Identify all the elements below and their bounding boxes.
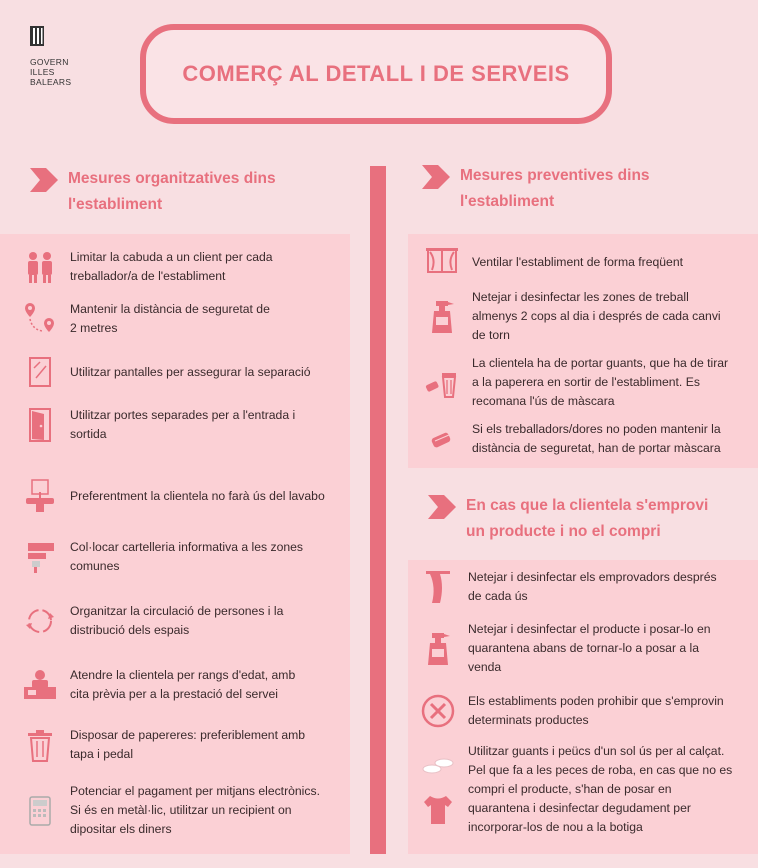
right-bottom-item-3-line-1: Els establiments poden prohibir que s'emprovin: [468, 694, 724, 708]
left-item-5-line-1: Preferentment la clientela no farà ús del lavabo: [70, 488, 325, 503]
right-bottom-item-1: [420, 568, 754, 606]
right-top-item-3-line-2: a la paperera en sortir de l'establiment. Es: [472, 375, 700, 389]
glove-bin-icon: [424, 365, 460, 401]
left-item-9-line-1: Disposar de papereres: preferiblement amb: [70, 728, 306, 742]
right-bottom-item-4: [420, 742, 754, 837]
left-heading-line-1: Mesures organitzatives dins: [68, 170, 276, 187]
govern-logo: [30, 26, 110, 87]
left-item-4: [22, 406, 342, 444]
logo-line-3: BALEARS: [30, 77, 72, 87]
door-icon: [22, 407, 58, 443]
left-item-8: [22, 666, 342, 704]
right-top-item-2-line-3: de torn: [472, 328, 510, 342]
chevron-right-icon: [30, 168, 58, 192]
left-item-2-line-2: 2 metres: [70, 321, 118, 335]
right-top-item-4-line-2: distància de seguretat, han de portar màscara: [472, 441, 721, 455]
reception-icon: [22, 667, 58, 703]
right-top-item-2-line-1: Netejar i desinfectar les zones de treball: [472, 290, 689, 304]
left-item-6-line-1: Col·locar cartelleria informativa a les zones: [70, 540, 304, 554]
right-bottom-item-3-line-2: determinats productes: [468, 713, 589, 727]
left-item-7-line-2: distribució dels espais: [70, 623, 190, 637]
left-item-10-line-3: dipositar els diners: [70, 822, 172, 836]
window-icon: [424, 244, 460, 280]
left-item-4-line-2: sortida: [70, 427, 107, 441]
circulation-icon: [22, 603, 58, 639]
left-item-7-line-1: Organitzar la circulació de persones i la: [70, 604, 284, 618]
mask-icon: [424, 421, 460, 457]
left-heading-line-2: l'establiment: [68, 196, 163, 213]
right-bottom-item-3: [420, 692, 754, 730]
right-bottom-item-4-line-2: Pel que fa a les peces de roba, en cas que no es: [468, 763, 733, 777]
people-icon: [22, 249, 58, 285]
right-bottom-item-4-line-3: compri el producte, s'han de posar en: [468, 782, 672, 796]
coat-of-arms-icon: [30, 26, 44, 46]
prohibited-icon: [420, 693, 456, 729]
right-top-item-1: [424, 244, 754, 280]
right-top-item-4-line-1: Si els treballadors/dores no poden mantenir la: [472, 422, 721, 436]
right-bottom-item-4-line-1: Utilitzar guants i peücs d'un sol ús per al calçat.: [468, 744, 725, 758]
right-bottom-item-2: [420, 620, 754, 677]
right-bottom-item-2-line-2: quarantena abans de tornar-lo a posar a la: [468, 641, 700, 655]
left-item-2-line-1: Mantenir la distància de seguretat de: [70, 302, 270, 316]
right-bottom-item-2-line-1: Netejar i desinfectar el producte i posar-lo en: [468, 622, 711, 636]
logo-line-1: GOVERN: [30, 57, 69, 67]
left-item-9: [22, 726, 342, 764]
right-bottom-heading-line-1: En cas que la clientela s'emprovi: [466, 497, 709, 514]
right-top-item-3-line-3: recomana l'ús de màscara: [472, 394, 615, 408]
right-top-item-2: [424, 288, 754, 345]
right-top-item-3-line-1: La clientela ha de portar guants, que ha de tirar: [472, 356, 729, 370]
left-item-7: [22, 602, 342, 640]
left-item-3: [22, 354, 342, 390]
right-top-item-4: [424, 420, 754, 458]
right-bottom-item-1-line-2: de cada ús: [468, 589, 528, 603]
right-top-item-1-line-1: Ventilar l'establiment de forma freqüent: [472, 254, 683, 269]
right-bottom-item-4-line-4: quarantena i desinfectar degudament per: [468, 801, 691, 815]
page-title: COMERÇ AL DETALL I DE SERVEIS: [182, 61, 570, 86]
left-item-10-line-2: Si és en metàl·lic, utilitzar un recipient on: [70, 803, 292, 817]
left-item-4-line-1: Utilitzar portes separades per a l'entrada i: [70, 408, 296, 422]
right-top-heading-line-1: Mesures preventives dins: [460, 167, 650, 184]
right-bottom-section-heading: [428, 493, 708, 545]
left-item-6-line-2: comunes: [70, 559, 120, 573]
tshirt-icon: [420, 792, 456, 828]
left-item-1-line-2: treballador/a de l'establiment: [70, 269, 226, 283]
map-pins-icon: [22, 301, 58, 337]
left-item-10-line-1: Potenciar el pagament per mitjans electrònics.: [70, 784, 320, 798]
left-item-8-line-2: cita prèvia per a la prestació del servei: [70, 687, 278, 701]
left-item-3-line-1: Utilitzar pantalles per assegurar la separació: [70, 364, 311, 379]
chevron-right-icon: [422, 165, 450, 189]
poster-icon: [22, 539, 58, 575]
left-item-8-line-1: Atendre la clientela per rangs d'edat, amb: [70, 668, 296, 682]
trash-bin-icon: [22, 727, 58, 763]
washbasin-icon: [22, 478, 58, 514]
logo-line-2: ILLES: [30, 67, 55, 77]
right-top-heading-line-2: l'establiment: [460, 193, 555, 210]
screen-panel-icon: [22, 354, 58, 390]
center-divider: [370, 166, 386, 854]
right-top-item-2-line-2: almenys 2 cops al dia i després de cada canvi: [472, 309, 721, 323]
spray-bottle-icon: [424, 299, 460, 335]
left-item-1: [22, 248, 342, 286]
right-bottom-item-2-line-3: venda: [468, 660, 502, 674]
right-top-item-3: [424, 354, 754, 411]
right-bottom-item-4-line-5: incorporar-los de nou a la botiga: [468, 820, 643, 834]
right-top-section-heading: [422, 163, 650, 215]
title-box: [140, 24, 612, 124]
left-item-2: [22, 300, 342, 338]
card-terminal-icon: [22, 793, 58, 829]
shoes-icon: [420, 747, 456, 783]
left-item-1-line-1: Limitar la cabuda a un client per cada: [70, 250, 273, 264]
left-section-heading: [30, 166, 276, 218]
left-item-6: [22, 538, 342, 576]
left-item-9-line-2: tapa i pedal: [70, 747, 134, 761]
curtain-icon: [420, 569, 456, 605]
left-item-5: [22, 478, 342, 514]
chevron-right-icon: [428, 495, 456, 519]
right-bottom-heading-line-2: un producte i no el compri: [466, 523, 661, 540]
spray-bottle-icon: [420, 631, 456, 667]
right-bottom-item-1-line-1: Netejar i desinfectar els emprovadors després: [468, 570, 717, 584]
left-item-10: [22, 782, 342, 839]
shoes-shirt-icon: [420, 742, 456, 832]
